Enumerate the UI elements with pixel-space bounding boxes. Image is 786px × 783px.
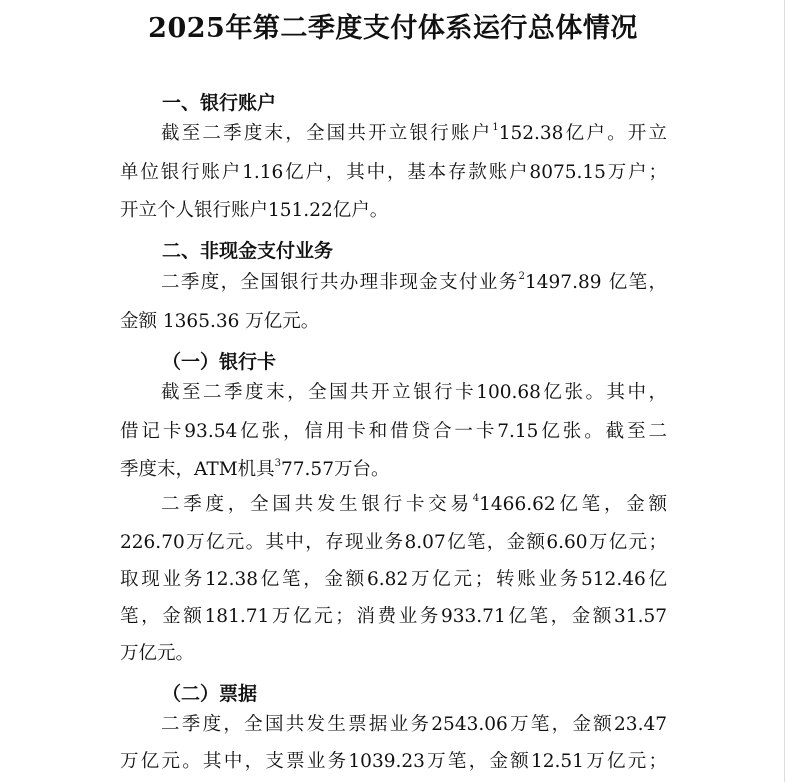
paragraph-line: 金额 1365.36 万亿元。: [120, 311, 320, 332]
paragraph-line: [161, 493, 667, 515]
text-segment: 152.38亿户。开立: [498, 123, 667, 144]
paragraph-line: 万亿元。其中，支票业务1039.23万笔，金额12.51万亿元；: [120, 751, 667, 772]
footnote-marker: 1: [492, 122, 499, 133]
paragraph-line: 二季度，全国共发生票据业务2543.06万笔，金额23.47: [161, 714, 667, 735]
section-heading-noncash: 二、非现金支付业务: [162, 240, 334, 262]
text-segment: 1466.62亿笔，金额: [479, 494, 667, 515]
paragraph-line: 借记卡93.54亿张，信用卡和借贷合一卡7.15亿张。截至二: [120, 421, 667, 442]
paragraph-line: 226.70万亿元。其中，存现业务8.07亿笔，金额6.60万亿元；: [120, 532, 667, 553]
paragraph-line: [161, 122, 667, 144]
subsection-heading-bills: （二）票据: [162, 683, 258, 705]
paragraph-line: 取现业务12.38亿笔，金额6.82万亿元；转账业务512.46亿: [120, 569, 667, 590]
paragraph-line: 笔，金额181.71万亿元；消费业务933.71亿笔，金额31.57: [120, 606, 667, 627]
paragraph-line: 开立个人银行账户151.22亿户。: [120, 200, 389, 221]
paragraph-line: 单位银行账户1.16亿户，其中，基本存款账户8075.15万户；: [120, 162, 667, 183]
footnote-marker: 3: [274, 458, 282, 469]
section-heading-bank-accounts: 一、银行账户: [162, 92, 277, 114]
paragraph-line: 万亿元。: [120, 643, 195, 664]
paragraph-line: 截至二季度末，全国共开立银行卡100.68亿张。其中，: [161, 382, 667, 403]
text-segment: 1497.89 亿笔，: [525, 272, 667, 293]
text-segment: 77.57万台。: [281, 459, 390, 480]
paragraph-line: [161, 271, 667, 293]
text-segment: 季度末，ATM机具: [120, 459, 275, 480]
text-segment: 截至二季度末，全国共开立银行账户: [161, 123, 493, 144]
text-segment: 二季度，全国银行共办理非现金支付业务: [161, 272, 519, 293]
footnote-marker: 2: [518, 271, 525, 282]
page-title: 2025年第二季度支付体系运行总体情况: [148, 13, 638, 44]
footnote-marker: 4: [472, 493, 480, 504]
subsection-heading-bank-card: （一）银行卡: [162, 351, 277, 373]
text-segment: 二季度，全国共发生银行卡交易: [161, 494, 473, 515]
paragraph-line: [120, 458, 667, 480]
